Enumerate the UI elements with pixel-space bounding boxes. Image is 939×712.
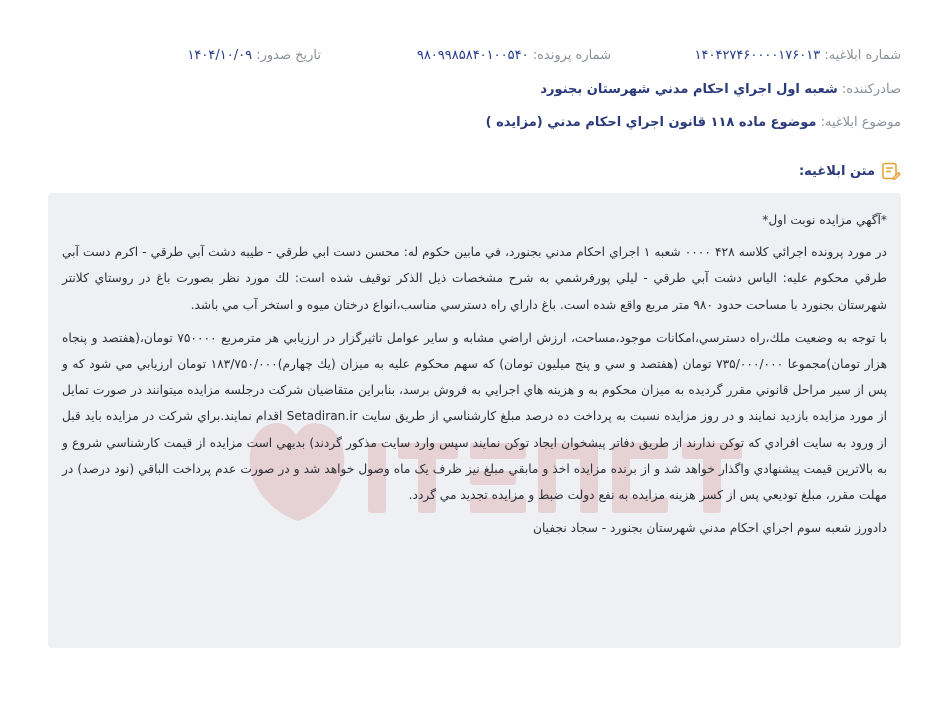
meta-row	[38, 44, 901, 68]
case-number	[417, 44, 611, 68]
notice-number	[695, 44, 901, 68]
subject-line	[38, 111, 901, 135]
issuer-line	[38, 78, 901, 102]
body-paragraph-title: *آگهي مزايده نوبت اول*	[762, 213, 887, 227]
case-number-label: شماره پرونده:	[532, 48, 611, 63]
note-edit-icon	[881, 161, 901, 181]
subject-label: موضوع ابلاغیه:	[820, 115, 901, 130]
issue-date-label: تاریخ صدور:	[256, 48, 321, 63]
subject-value: موضوع ماده ۱۱۸ قانون اجراي احكام مدني (مزايده )	[485, 115, 817, 130]
notice-number-label: شماره ابلاغیه:	[824, 48, 901, 63]
body-heading-label: متن ابلاغیه:	[798, 163, 875, 179]
body-paragraph-terms: با توجه به وضعيت ملك،راه دسترسي،امكانات موجود،مساحت، ارزش اراضي مشابه و ساير عوامل تاثيرگزار در ارزيابي هر مترمربع ۷۵۰۰۰۰ تومان،(هفتصد و پنجاه هزار تومان)مجموعا ۷۳۵/۰۰۰/۰۰۰ تومان (هفتصد و سي و پنج ميليون تومان) كه سهم محكوم عليه به ميزان (يك چهارم)۱۸۳/۷۵۰/۰۰۰ تومان ارزيابي مي شود كه و پس از سير مراحل قانوني مقرر گرديده به ميزان محكوم به و هزينه هاي اجرايي به فروش برسد، بنابراين متقاضيان شركت درجلسه مزايده ميتوانند در صورت تمايل از مورد مزايده بازديد نمايند و در روز مزايده نسبت به پرداخت ده درصد مبلغ كارشناسي از طريق سايت Setadiran.ir اقدام نمايند.براي شركت در مزايده بايد قبل از ورود به سايت افرادي كه توكن ندارند از طريق دفاتر پيشخوان ايجاد توكن نمايند سپس وارد سايت مذكور گردند) بديهي است مزايده از قيمت كارشناسي شروع و به بالاترين قيمت پيشنهادي واگذار خواهد شد و از برنده مزايده اخذ و مابقي مبلغ نيز ظرف يک ماه وصول خواهد شد و در صورت عدم پرداخت الباقي (نود درصد) در مهلت مقرر، مبلغ توديعي پس از كسر هزينه مزايده به نفع دولت ضبط و مزايده تجديد مي گردد.	[62, 330, 888, 503]
body-paragraph-signature: دادورز شعبه سوم اجراي احكام مدني شهرستان بجنورد - سجاد نجفيان	[533, 521, 887, 536]
issue-date-value: ۱۴۰۴/۱۰/۰۹	[187, 48, 253, 63]
notice-body	[48, 193, 901, 648]
body-paragraph-case: در مورد پرونده اجرائي كلاسه ۴۲۸ ۰۰۰۰ شعبه ۱ اجراي احكام مدني بجنورد، في مابين حكوم له: محسن دست ابي طرقي - طيبه دشت آبي طرقي - اكرم دست آبي طرقي محكوم عليه: الياس دشت آبي طرقي - ليلي پورفرشمي به شرح مشخصات ذيل الذكر توقيف شده است: لك مورد نظر بصورت باغ در روستاي كلانتر شهرستان بجنورد با مساحت حدود ۹۸۰ متر مربع واقع شده است. باغ داراي راه دسترسي مناسب،انواع درختان ميوه و استخر آب مي باشد.	[62, 245, 887, 312]
issue-date	[187, 44, 321, 68]
issuer-value: شعبه اول اجراي احكام مدني شهرستان بجنورد	[540, 82, 838, 97]
body-heading	[799, 158, 901, 184]
issuer-label: صادرکننده:	[841, 82, 901, 97]
notice-number-value: ۱۴۰۴۲۷۴۶۰۰۰۰۱۷۶۰۱۳	[694, 48, 821, 63]
case-number-value: ۹۸۰۹۹۸۵۸۴۰۱۰۰۵۴۰	[416, 48, 529, 63]
